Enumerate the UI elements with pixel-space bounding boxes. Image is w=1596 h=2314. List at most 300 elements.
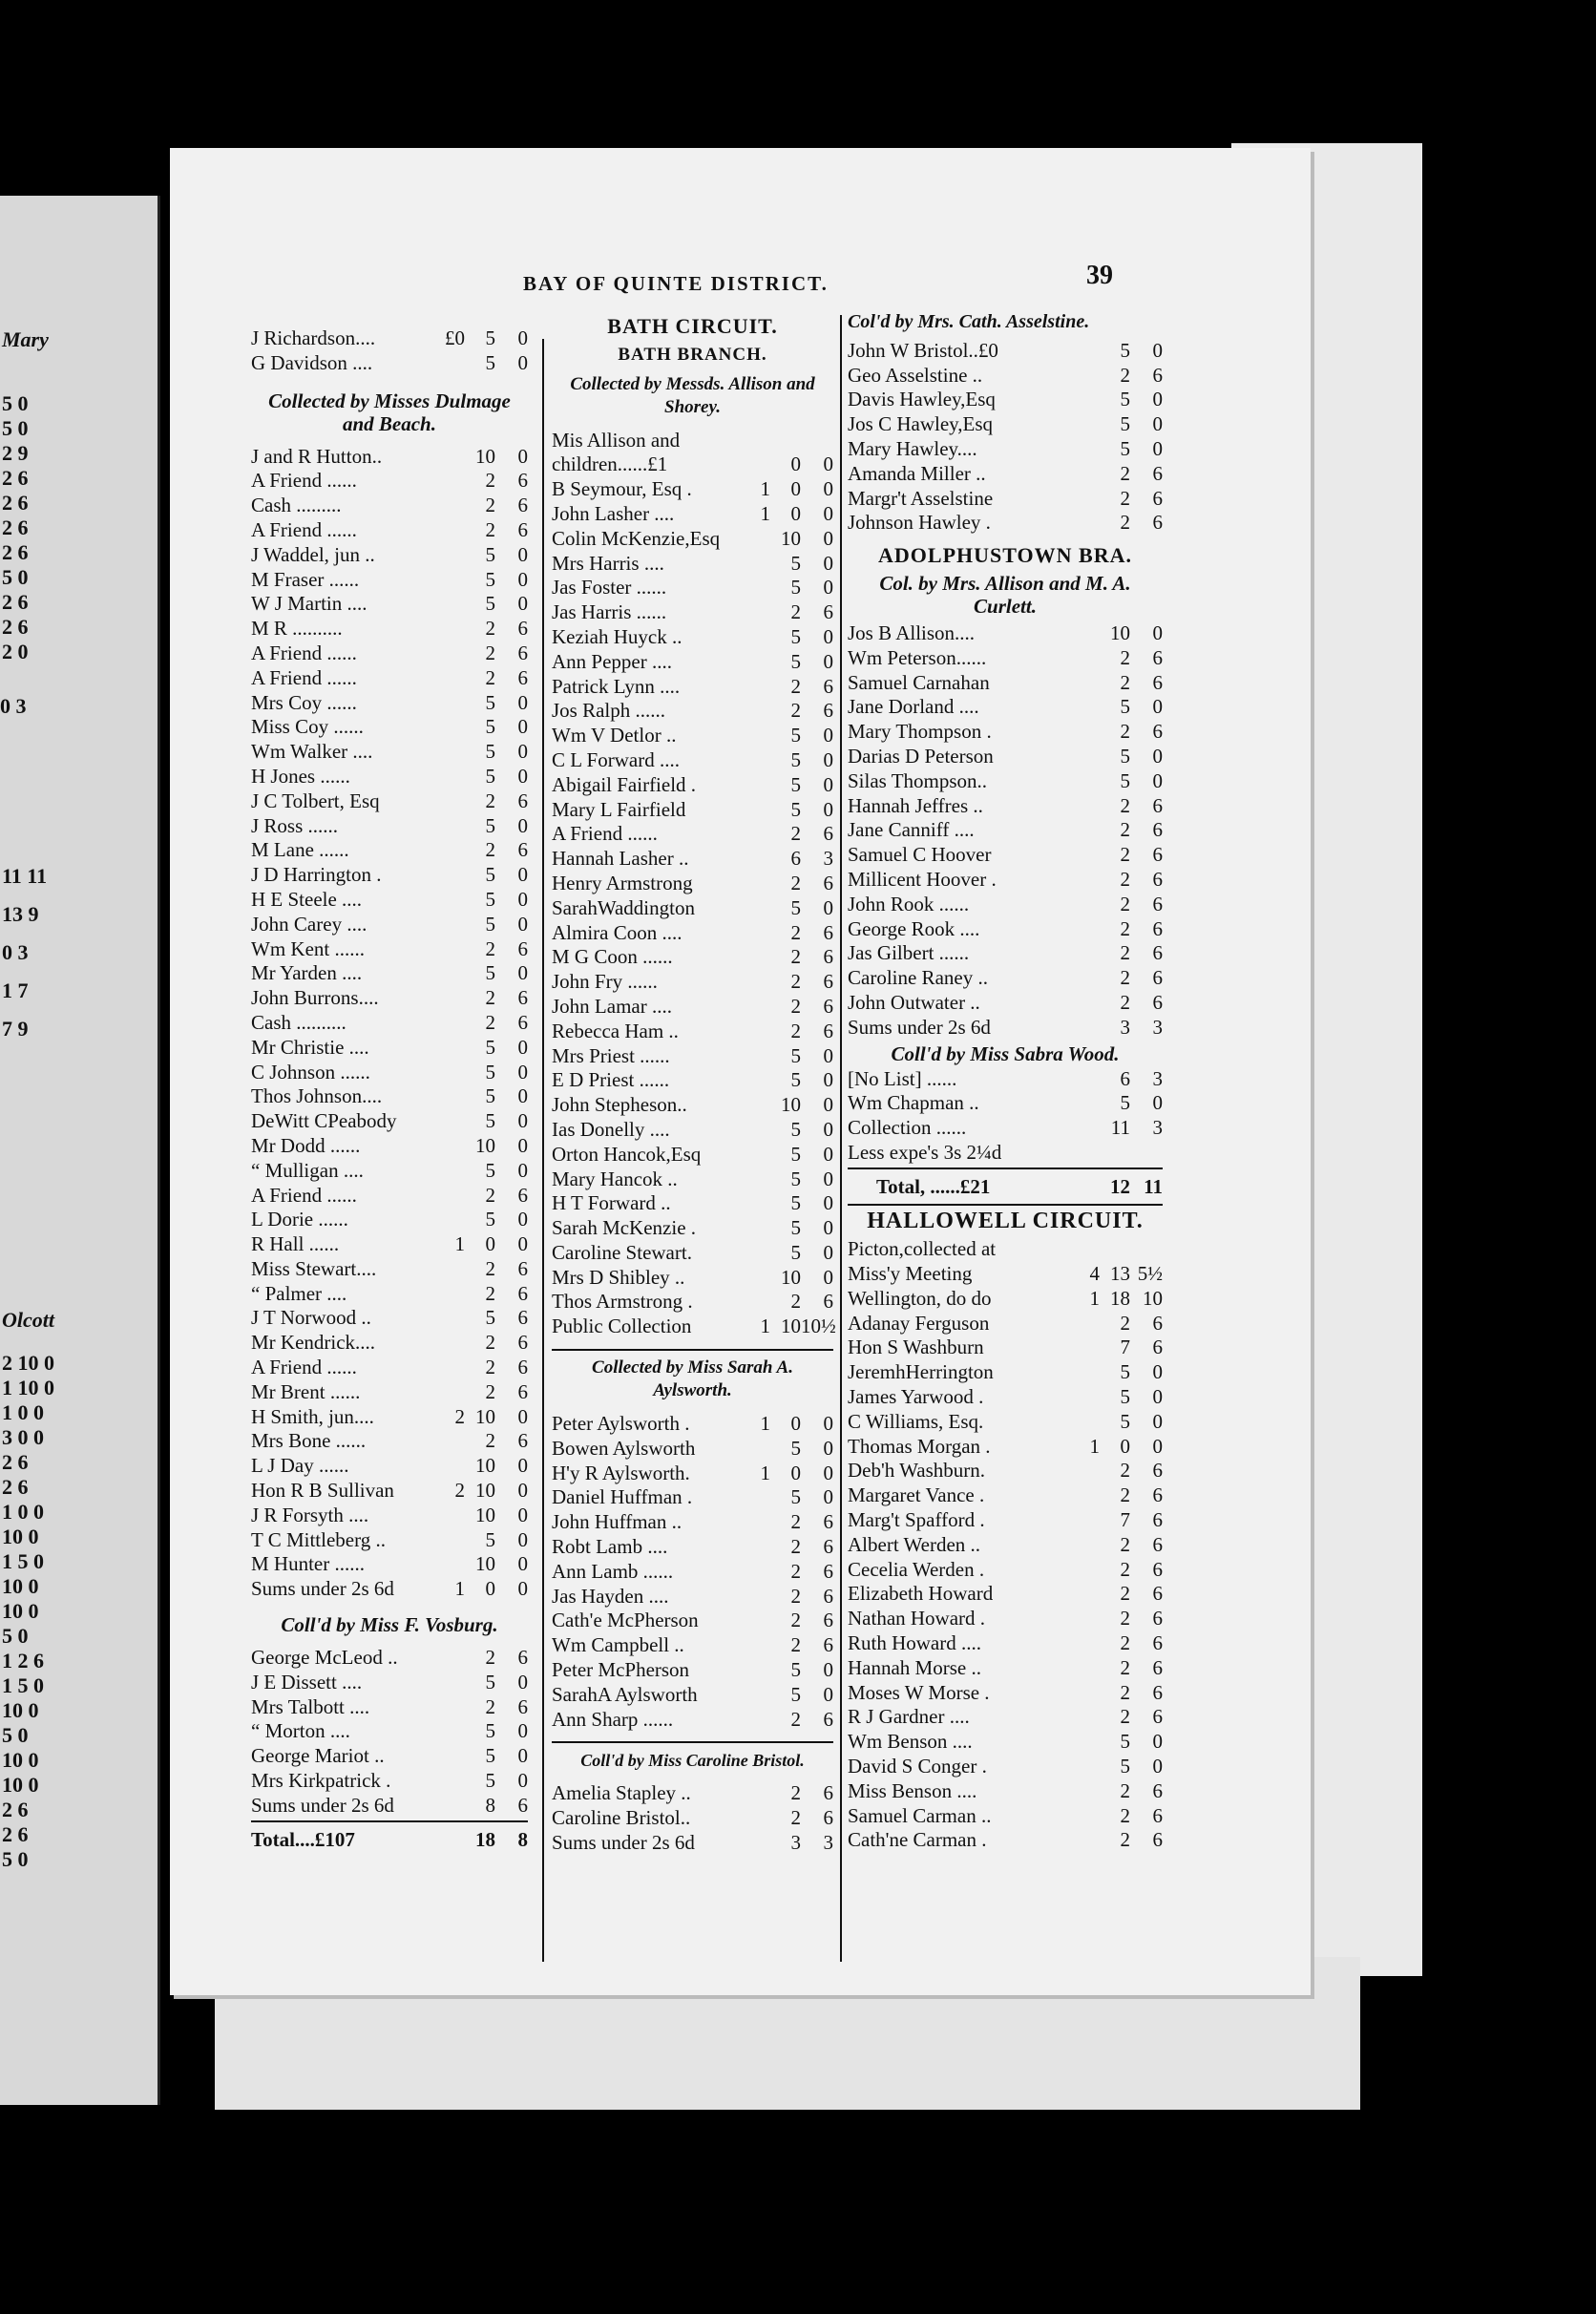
col3-hallowell-entry-name: JeremhHerrington — [848, 1360, 994, 1384]
col1-entry-name: M Lane ...... — [251, 838, 349, 862]
col2-aylsworth-entry-pence: 6 — [823, 1559, 833, 1583]
col2-entry-pounds — [744, 1068, 770, 1093]
col2-entry-pence: 0 — [823, 649, 833, 673]
col3-wood-entry-shillings: 11 — [1110, 1116, 1130, 1140]
col2-bristol-entry-pounds — [744, 1781, 770, 1806]
col1-entry-pence: 6 — [517, 1306, 528, 1330]
col3-adolphustown-entry — [848, 893, 1163, 917]
col2-aylsworth-entry-pounds — [744, 1683, 770, 1708]
col2-entry-pence: 0 — [823, 551, 833, 575]
col3-adolphustown-entry-pounds — [1073, 1016, 1100, 1041]
col1-entry-pence: 0 — [517, 1503, 528, 1526]
col3-hallowell-entry-shillings: 5 — [1120, 1730, 1130, 1754]
col2-aylsworth-entry-shillings: 5 — [790, 1436, 801, 1460]
col2-aylsworth-entry-pounds — [744, 1658, 770, 1683]
col2-entry — [552, 995, 833, 1020]
col1-entry — [251, 961, 528, 986]
col2-bristol-entry-name: Sums under 2s 6d — [552, 1831, 695, 1855]
col2-aylsworth-entry-name: Cath'e McPherson — [552, 1609, 699, 1632]
col1-vosburg-entry-pounds — [438, 1671, 465, 1695]
col3-hallowell-entry-pence: 6 — [1152, 1778, 1163, 1802]
col2-entry — [552, 650, 833, 675]
col3-hallowell-entry-pence: 6 — [1152, 1459, 1163, 1483]
col3-hallowell-entry-name: Margaret Vance . — [848, 1483, 985, 1507]
col1-entry-pence: 0 — [517, 887, 528, 911]
col2-bristol-entry — [552, 1806, 833, 1831]
col1-entry-shillings: 2 — [485, 1281, 495, 1305]
col1-vosburg-entry-shillings: 2 — [485, 1646, 495, 1670]
col1-entry-pounds — [438, 1552, 465, 1577]
left-page-bottom-figure: 1 5 0 — [2, 1673, 44, 1697]
col3-hallowell-entry — [848, 1607, 1163, 1631]
col3-hallowell-entry-pounds — [1073, 1730, 1100, 1755]
col3-wood-entry-pounds — [1073, 1141, 1100, 1166]
col1-entry — [251, 1356, 528, 1380]
col2-aylsworth-entry-name: H'y R Aylsworth. — [552, 1461, 690, 1484]
col3-hallowell-entry-pence: 6 — [1152, 1582, 1163, 1606]
left-page-bottom-figure: 1 0 0 — [2, 1400, 44, 1424]
col3-adolphustown-entry-pounds — [1073, 991, 1100, 1016]
col1-entry-pounds — [438, 617, 465, 642]
col3-hallowell-entry-pence: 0 — [1152, 1385, 1163, 1409]
left-page-bottom-figure: 2 6 — [2, 1475, 29, 1499]
col3-adolphustown-entry-name: George Rook .... — [848, 916, 980, 940]
col1-top-entry — [251, 326, 528, 351]
left-page-mid-figure: 0 3 — [2, 940, 29, 964]
col3-hallowell-entry-name: Ruth Howard .... — [848, 1631, 981, 1655]
col2-entry-pounds — [744, 1290, 770, 1315]
col3-adolphustown-entry-pounds — [1073, 720, 1100, 745]
col1-entry-pounds — [438, 642, 465, 666]
col1-entry-name: M R .......... — [251, 617, 343, 641]
col3-asselstine-entry-pence: 0 — [1152, 338, 1163, 362]
col3-asselstine-entry-pence: 0 — [1152, 436, 1163, 460]
col2-entry-shillings: 2 — [790, 970, 801, 994]
col3-hallowell-entry-shillings: 2 — [1120, 1459, 1130, 1483]
col3-adolphustown-entry — [848, 868, 1163, 893]
col1-entry-pounds — [438, 888, 465, 913]
col1-entry-pence: 6 — [517, 1356, 528, 1379]
col2-entry-shillings: 2 — [790, 920, 801, 944]
col2-entry-pence — [801, 429, 833, 453]
col1-total-c — [438, 1828, 465, 1853]
col1-top-entry-pence: 0 — [517, 350, 528, 374]
col2-aylsworth-entry-pounds: 1 — [760, 1412, 770, 1436]
col2-aylsworth-entry-name: Bowen Aylsworth — [552, 1436, 696, 1460]
col2-entry-name: Rebecca Ham .. — [552, 1019, 679, 1042]
col3-adolphustown-entry-pence: 6 — [1152, 818, 1163, 842]
col3-hallowell-entry-pence: 6 — [1152, 1655, 1163, 1679]
book-page — [170, 148, 1311, 1995]
col2-aylsworth-entry-name: SarahA Aylsworth — [552, 1682, 698, 1706]
left-page-bottom-figure: 1 2 6 — [2, 1649, 44, 1672]
col1-entry-pence: 0 — [517, 1404, 528, 1428]
col1-entry-pence: 6 — [517, 665, 528, 689]
col1-rows-1 — [251, 445, 528, 1602]
col2-entry-pounds — [744, 552, 770, 577]
col1-entry-shillings: 2 — [485, 1429, 495, 1453]
col1-entry — [251, 1036, 528, 1061]
col3-asselstine-entry-name: John W Bristol..£0 — [848, 338, 998, 362]
col2-aylsworth-entry-pounds — [744, 1485, 770, 1510]
col1-entry-shillings: 10 — [475, 1133, 495, 1157]
col3-adolphustown-entry-name: Sums under 2s 6d — [848, 1015, 991, 1039]
col2-heading-1: BATH CIRCUIT. — [607, 314, 778, 338]
col2-entry — [552, 1216, 833, 1241]
col2-entry-pence: 0 — [823, 797, 833, 821]
col2-entry-name: John Fry ...... — [552, 970, 658, 994]
col1-entry-shillings: 10 — [475, 1479, 495, 1503]
col3-adolphustown-entry-pence: 0 — [1152, 744, 1163, 768]
col3-hallowell-entry-name: Picton,collected at — [848, 1237, 997, 1261]
col2-entry-shillings: 5 — [790, 1043, 801, 1067]
col2-entry-name: E D Priest ...... — [552, 1068, 670, 1092]
col1-vosburg-entry-pounds — [438, 1695, 465, 1720]
col3-adolphustown-entry-name: Jas Gilbert ...... — [848, 941, 970, 965]
left-page-top-figure: 5 0 — [2, 416, 29, 440]
col3-hallowell-entry-shillings: 2 — [1120, 1778, 1130, 1802]
col1-rows-2 — [251, 1646, 528, 1819]
col3-adolphustown-entry — [848, 745, 1163, 769]
col2-entry — [552, 1020, 833, 1044]
col3-asselstine-entry-shillings: 5 — [1120, 436, 1130, 460]
col2-entry-pence: 0 — [823, 1043, 833, 1067]
col2-entry-name: Ias Donelly .... — [552, 1117, 670, 1141]
col2-entry-shillings: 5 — [790, 576, 801, 600]
col3-hallowell-entry-pounds — [1073, 1607, 1100, 1631]
col2-entry-pence: 0 — [823, 501, 833, 525]
col3-adolphustown-entry-name: Caroline Raney .. — [848, 966, 988, 990]
col1-entry-name: John Carey .... — [251, 912, 368, 936]
col1-entry-name: J T Norwood .. — [251, 1306, 371, 1330]
col1-entry-name: DeWitt CPeabody — [251, 1109, 397, 1133]
col3-hallowell-entry-name: Miss Benson .... — [848, 1778, 977, 1802]
col1-entry — [251, 1429, 528, 1454]
col1-entry-shillings: 5 — [485, 1158, 495, 1182]
col2-entry — [552, 1266, 833, 1291]
col1-entry — [251, 913, 528, 937]
col3-adolphustown-entry — [848, 794, 1163, 819]
left-page-bottom-figure: 5 0 — [2, 1847, 29, 1871]
col1-entry-pounds — [438, 1084, 465, 1109]
col2-rule-2 — [552, 1741, 833, 1743]
col3-asselstine-entry-name: Johnson Hawley . — [848, 511, 991, 535]
col1-entry-shillings: 2 — [485, 838, 495, 862]
col2-entry — [552, 798, 833, 823]
col3-total-label: Total, ......£21 — [876, 1174, 991, 1198]
left-page-top-figure: 2 6 — [2, 590, 29, 614]
col3-adolphustown-entry-shillings: 10 — [1110, 621, 1130, 644]
col2-aylsworth-entry-pence: 0 — [823, 1412, 833, 1436]
col3-hallowell-entry-name: David S Conger . — [848, 1755, 987, 1778]
col3-wood-entry-pence — [1130, 1141, 1163, 1166]
col3-hallowell-entry-name: Elizabeth Howard — [848, 1582, 994, 1606]
col3-asselstine-entry-pounds — [1073, 437, 1100, 462]
col1-entry-pence: 0 — [517, 542, 528, 566]
col3-hallowell-entry-shillings: 2 — [1120, 1655, 1130, 1679]
col3-hallowell-entry-pence: 0 — [1152, 1409, 1163, 1433]
col3-hallowell-entry-pence: 6 — [1152, 1631, 1163, 1655]
col3-hallowell-entry-name: Cath'ne Carman . — [848, 1828, 987, 1852]
col1-entry-shillings: 5 — [485, 887, 495, 911]
left-page-bottom-figure: 1 10 0 — [2, 1376, 54, 1399]
col2-rows-1 — [552, 428, 836, 1339]
col2-aylsworth-entry-shillings: 2 — [790, 1584, 801, 1608]
col2-entry — [552, 872, 833, 896]
col1-top-entry-name: G Davidson .... — [251, 350, 373, 374]
col1-entry — [251, 592, 528, 617]
col3-adolphustown-entry-name: John Rook ...... — [848, 892, 970, 915]
col2-bristol-entry-pence: 6 — [823, 1806, 833, 1830]
col3-adolphustown-entry-shillings: 2 — [1120, 941, 1130, 965]
col1-entry-name: Cash .......... — [251, 1010, 346, 1034]
col3-wood-entry-name: Collection ...... — [848, 1116, 967, 1140]
col1-entry-pounds — [438, 789, 465, 814]
col2-rows-3 — [552, 1781, 833, 1855]
col3-hallowell-entry-pence: 6 — [1152, 1508, 1163, 1532]
col3-adolphustown-entry — [848, 720, 1163, 745]
col2-entry — [552, 1044, 833, 1069]
col1-entry-pounds — [438, 715, 465, 740]
left-page-bottom-figure: 10 0 — [2, 1698, 39, 1722]
col3-adolphustown-entry-name: Jos B Allison.... — [848, 621, 976, 644]
col1-entry-shillings: 5 — [485, 592, 495, 616]
col2-entry-name: children......£1 — [552, 452, 668, 476]
col2-bristol-entry-shillings: 2 — [790, 1781, 801, 1805]
col2-entry-pounds — [744, 429, 770, 453]
col1-entry-pounds — [438, 592, 465, 617]
col3-adolphustown-entry — [848, 621, 1163, 646]
left-page-bottom-figure: 10 0 — [2, 1748, 39, 1772]
col1-entry-pounds — [438, 691, 465, 716]
col1-entry-shillings: 2 — [485, 517, 495, 541]
col1-vosburg-entry-pounds — [438, 1794, 465, 1819]
col3-hallowell-entry-name: Samuel Carman .. — [848, 1803, 992, 1827]
col1-entry-pounds — [438, 1504, 465, 1528]
col1-entry — [251, 863, 528, 888]
col3-wood-entry — [848, 1141, 1163, 1166]
col2-entry-name: Wm V Detlor .. — [552, 724, 677, 747]
left-page-top-figure: 2 6 — [2, 615, 29, 639]
left-page-top-figure: 5 0 — [2, 391, 29, 415]
col2-entry-pence: 0 — [823, 1068, 833, 1092]
col1-entry-shillings: 2 — [485, 1010, 495, 1034]
col1-vosburg-entry-shillings: 2 — [485, 1694, 495, 1718]
col2-aylsworth-entry — [552, 1683, 833, 1708]
col3-wood-entry-shillings: 5 — [1120, 1091, 1130, 1115]
col2-entry — [552, 576, 833, 600]
col2-entry — [552, 527, 833, 552]
col3-hallowell-entry — [848, 1435, 1163, 1460]
col2-entry-name: Henry Armstrong — [552, 871, 693, 894]
col3-hallowell-entry-shillings: 2 — [1120, 1803, 1130, 1827]
col1-entry-name: J and R Hutton.. — [251, 444, 383, 468]
left-page-mid-figure: 13 9 — [2, 902, 39, 926]
col3-asselstine-entry-name: Davis Hawley,Esq — [848, 388, 996, 411]
col3-adolphustown-entry — [848, 818, 1163, 843]
col1-entry-name: Mrs Coy ...... — [251, 690, 357, 714]
left-page-top-figure: 2 0 — [2, 640, 29, 663]
col1-entry-pence: 6 — [517, 517, 528, 541]
col2-aylsworth-entry-pounds — [744, 1609, 770, 1633]
col1-entry-pence: 0 — [517, 690, 528, 714]
col2-entry-pounds — [744, 600, 770, 625]
col3-asselstine-entry-shillings: 2 — [1120, 511, 1130, 535]
col3-hallowell-entry — [848, 1804, 1163, 1829]
col2-entry — [552, 773, 833, 798]
col1-entry-name: Mr Brent ...... — [251, 1379, 361, 1403]
col3-hallowell-entry-shillings: 5 — [1120, 1385, 1130, 1409]
col2-aylsworth-entry-pence: 0 — [823, 1461, 833, 1484]
col2-entry-name: Colin McKenzie,Esq — [552, 526, 721, 550]
col2-bristol-entry-shillings: 2 — [790, 1806, 801, 1830]
col1-entry-shillings: 5 — [485, 1306, 495, 1330]
col3-adolphustown-entry-pounds — [1073, 794, 1100, 819]
col1-entry-pence: 0 — [517, 863, 528, 887]
col3-hallowell-entry-shillings: 2 — [1120, 1582, 1130, 1606]
col1-entry-pence: 6 — [517, 986, 528, 1010]
col1-entry-name: Hon R B Sullivan — [251, 1479, 394, 1503]
col2-entry-name: John Lasher .... — [552, 501, 675, 525]
col3-adolphustown-entry-name: Millicent Hoover . — [848, 867, 997, 891]
col3-hallowell-entry-name: Cecelia Werden . — [848, 1557, 985, 1581]
col2-entry-pounds — [744, 970, 770, 995]
col2-aylsworth-entry-shillings: 0 — [790, 1461, 801, 1484]
col2-aylsworth-entry-pence: 6 — [823, 1584, 833, 1608]
col2-entry-name: Keziah Huyck .. — [552, 624, 682, 648]
col3-adolphustown-entry-shillings: 2 — [1120, 843, 1130, 867]
col2-aylsworth-entry-name: Wm Campbell .. — [552, 1633, 684, 1657]
col2-entry-name: Caroline Stewart. — [552, 1240, 692, 1264]
col1-entry — [251, 1011, 528, 1036]
col3-wood-entry-shillings — [1100, 1141, 1130, 1166]
col1-entry-shillings: 5 — [485, 764, 495, 788]
col2-entry-shillings: 5 — [790, 747, 801, 771]
col3-hallowell-entry-pounds — [1073, 1755, 1100, 1779]
col1-entry-pence: 6 — [517, 1331, 528, 1355]
col1-entry-name: Wm Kent ...... — [251, 936, 365, 960]
col3-hallowell-entry-pence: 6 — [1152, 1483, 1163, 1507]
col2-aylsworth-entry-shillings: 5 — [790, 1682, 801, 1706]
col3-adolphustown-entry-pence: 6 — [1152, 966, 1163, 990]
col1-entry-shillings: 2 — [485, 986, 495, 1010]
col3-hallowell-entry — [848, 1360, 1163, 1385]
col2-aylsworth-entry-pence: 6 — [823, 1535, 833, 1559]
col1-entry-pounds — [438, 740, 465, 765]
col3-rows-1 — [848, 339, 1163, 536]
col1-vosburg-entry-pence: 6 — [517, 1793, 528, 1817]
col2-entry-pence: 0 — [823, 1240, 833, 1264]
col1-entry-name: C Johnson ...... — [251, 1060, 370, 1083]
col1-entry-pounds — [438, 1306, 465, 1331]
col3-adolphustown-entry-pence: 6 — [1152, 867, 1163, 891]
col3-hallowell-entry-name: Thomas Morgan . — [848, 1434, 991, 1458]
col1-entry-pence: 6 — [517, 617, 528, 641]
col1-entry-shillings: 5 — [485, 542, 495, 566]
col2-entry-pounds — [744, 822, 770, 847]
col3-hallowell-entry — [848, 1287, 1163, 1312]
col3-asselstine-entry-pence: 6 — [1152, 461, 1163, 485]
col2-entry-shillings: 5 — [790, 1167, 801, 1190]
col3-asselstine-entry-pence: 0 — [1152, 388, 1163, 411]
col2-aylsworth-entry-pounds — [744, 1633, 770, 1658]
col3-hallowell-entry-pence: 0 — [1152, 1730, 1163, 1754]
col1-entry — [251, 765, 528, 789]
column-rule-1 — [542, 339, 544, 1962]
col2-entry-name: Orton Hancok,Esq — [552, 1142, 702, 1166]
left-page-bottom-figure: 10 0 — [2, 1525, 39, 1548]
col3-wood-entry-pence: 3 — [1152, 1116, 1163, 1140]
col1-entry-pence: 6 — [517, 1281, 528, 1305]
col1-entry — [251, 666, 528, 691]
col2-entry-shillings: 2 — [790, 1019, 801, 1042]
col1-entry-shillings: 2 — [485, 665, 495, 689]
col2-entry — [552, 724, 833, 748]
col1-entry — [251, 1184, 528, 1209]
col2-entry-pounds — [744, 1266, 770, 1291]
col2-entry-pence: 0 — [823, 1265, 833, 1289]
col2-bristol-entry — [552, 1781, 833, 1806]
col2-entry-pounds — [744, 995, 770, 1020]
col1-entry-pence: 6 — [517, 1256, 528, 1280]
col2-entry-pounds — [744, 625, 770, 650]
col1-entry-pence: 6 — [517, 936, 528, 960]
col2-entry-pounds — [744, 1143, 770, 1168]
col3-hallowell-entry — [848, 1237, 1163, 1262]
col3-hallowell-entry — [848, 1336, 1163, 1360]
col1-entry-name: Sums under 2s 6d — [251, 1577, 394, 1601]
col3-hallowell-entry-pounds — [1073, 1533, 1100, 1558]
col2-bristol-entry — [552, 1831, 833, 1856]
col2-entry-shillings: 2 — [790, 871, 801, 894]
col1-entry-shillings: 2 — [485, 469, 495, 493]
col3-hallowell-entry-shillings: 5 — [1120, 1409, 1130, 1433]
col1-entry-pounds — [438, 1208, 465, 1232]
col1-entry-shillings: 2 — [485, 617, 495, 641]
col1-entry — [251, 1380, 528, 1405]
col3-asselstine-entry-shillings: 5 — [1120, 338, 1130, 362]
col2-entry-name: Public Collection — [552, 1315, 692, 1338]
col3-adolphustown-entry-shillings: 2 — [1120, 818, 1130, 842]
col2-entry-name: Jas Foster ...... — [552, 576, 667, 600]
col3-wood-entry — [848, 1116, 1163, 1141]
col3-adolphustown-entry-shillings: 5 — [1120, 744, 1130, 768]
col1-vosburg-entry-pence: 0 — [517, 1719, 528, 1743]
col1-entry-pounds — [438, 1184, 465, 1209]
col2-entry — [552, 552, 833, 577]
col2-entry-name: Thos Armstrong . — [552, 1290, 693, 1314]
col3-asselstine-entry — [848, 462, 1163, 487]
col3-hallowell-entry-name: Adanay Ferguson — [848, 1311, 990, 1335]
col2-entry-name: Mary Hancok .. — [552, 1167, 678, 1190]
col2-entry — [552, 1241, 833, 1266]
left-page-heading-2: Olcott — [2, 1308, 54, 1332]
col1-entry — [251, 445, 528, 470]
col1-entry-pounds: 2 — [454, 1479, 465, 1503]
col3-adolphustown-entry-pounds — [1073, 843, 1100, 868]
col3-adolphustown-entry-pence: 6 — [1152, 843, 1163, 867]
col1-entry-pence: 0 — [517, 912, 528, 936]
col2-entry-shillings: 5 — [790, 1191, 801, 1215]
col1-entry-pounds — [438, 1454, 465, 1479]
col1-entry — [251, 494, 528, 518]
col3-hallowell-entry-pounds — [1073, 1582, 1100, 1607]
col1-entry — [251, 543, 528, 568]
col2-entry — [552, 1118, 833, 1143]
col2-aylsworth-entry-shillings: 2 — [790, 1535, 801, 1559]
col3-hallowell-entry-pence: 6 — [1152, 1557, 1163, 1581]
col1-entry-shillings: 5 — [485, 1035, 495, 1059]
